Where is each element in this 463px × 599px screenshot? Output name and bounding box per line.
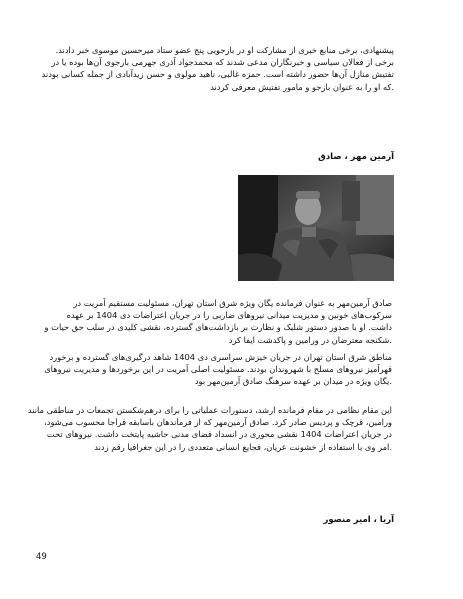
paragraph-line: برخی از فعالان سیاسی و خبرنگاران مدعی شدند که محمدجواد آذری جهرمی بازجوی آن‌ها بوده یا در — [51, 57, 394, 68]
paragraph-line: مناطق شرق استان تهران در جریان خیزش سراسری دی 1404 شاهد درگیری‌های گسترده و برخورد — [49, 352, 392, 362]
paragraph-line: .که او را به عنوان بازجو و مامور تفتیش معرفی کردند — [210, 81, 394, 92]
paragraph-line: ورامین، قرچک و پردیس صادر کرد. صادق آرمین‌مهر که از فرماندهان باسابقه فراجا محسوب می‌شود، — [44, 417, 392, 428]
paragraph-line: سرکوب‌های خونین و مدیریت میدانی نیروهای ضاربی را در جریان اعتراضات دی 1404 بر عهده — [66, 310, 392, 321]
paragraph-line: صادق آرمین‌مهر به عنوان فرمانده یگان ویژه شرق استان تهران، مسئولیت مستقیم آمریت در — [73, 298, 392, 308]
paragraph-line: این مقام نظامی در مقام فرمانده ارشد، دستورات عملیاتی را برای درهم‌شکستن تجمعات در مناطقی مانند — [27, 405, 392, 415]
section-heading-armin-mehr: آرمین مهر ، صادق — [318, 152, 394, 162]
paragraph-line: پیشنهادی، برخی منابع خبری از مشارکت او در بازجویی پنج عضو ستاد میرحسین موسوی خبر دادند. — [55, 45, 394, 55]
paragraph-line: .یگان ویژه در میدان بر عهده سرهنگ صادق آرمین‌مهر بود — [194, 376, 392, 387]
page-number: 49 — [36, 552, 47, 562]
paragraph-line: قهرآمیز نیروهای مسلح با شهروندان بودند. مسئولیت اصلی آمریت در این برخوردها و مدیریت نیروهای — [44, 364, 392, 375]
paragraph-3 — [44, 351, 392, 388]
paragraph-2 — [44, 297, 392, 346]
paragraph-line: داشت. او با صدور دستور شلیک و نظارت بر بازداشت‌های گسترده، نقشی کلیدی در سلب حق حیات و — [44, 322, 392, 333]
paragraph-line: در جریان اعتراضات 1404 نقشی محوری در انسداد فضای مدنی حاشیه پایتخت داشت. نیروهای تحت — [46, 429, 392, 440]
portrait-photo-icon — [238, 175, 394, 281]
paragraph-4 — [27, 404, 392, 453]
portrait-photo — [238, 175, 394, 281]
paragraph-line: .شکنجه معترضان در ورامین و پاکدشت ایفا کرد — [228, 334, 392, 345]
paragraph-1 — [41, 44, 394, 93]
section-heading-aria: آریا ، امیر منصور — [323, 515, 394, 525]
paragraph-line: تفتیش منازل آن‌ها حضور داشته است. حمزه غالبی، ناهید مولوی و حسن زیدآبادی از جمله کسانی بودند — [41, 69, 394, 80]
paragraph-line: .امر وی با استفاده از خشونت عریان، فجایع انسانی متعددی را در این جغرافیا رقم زدند — [94, 441, 392, 452]
